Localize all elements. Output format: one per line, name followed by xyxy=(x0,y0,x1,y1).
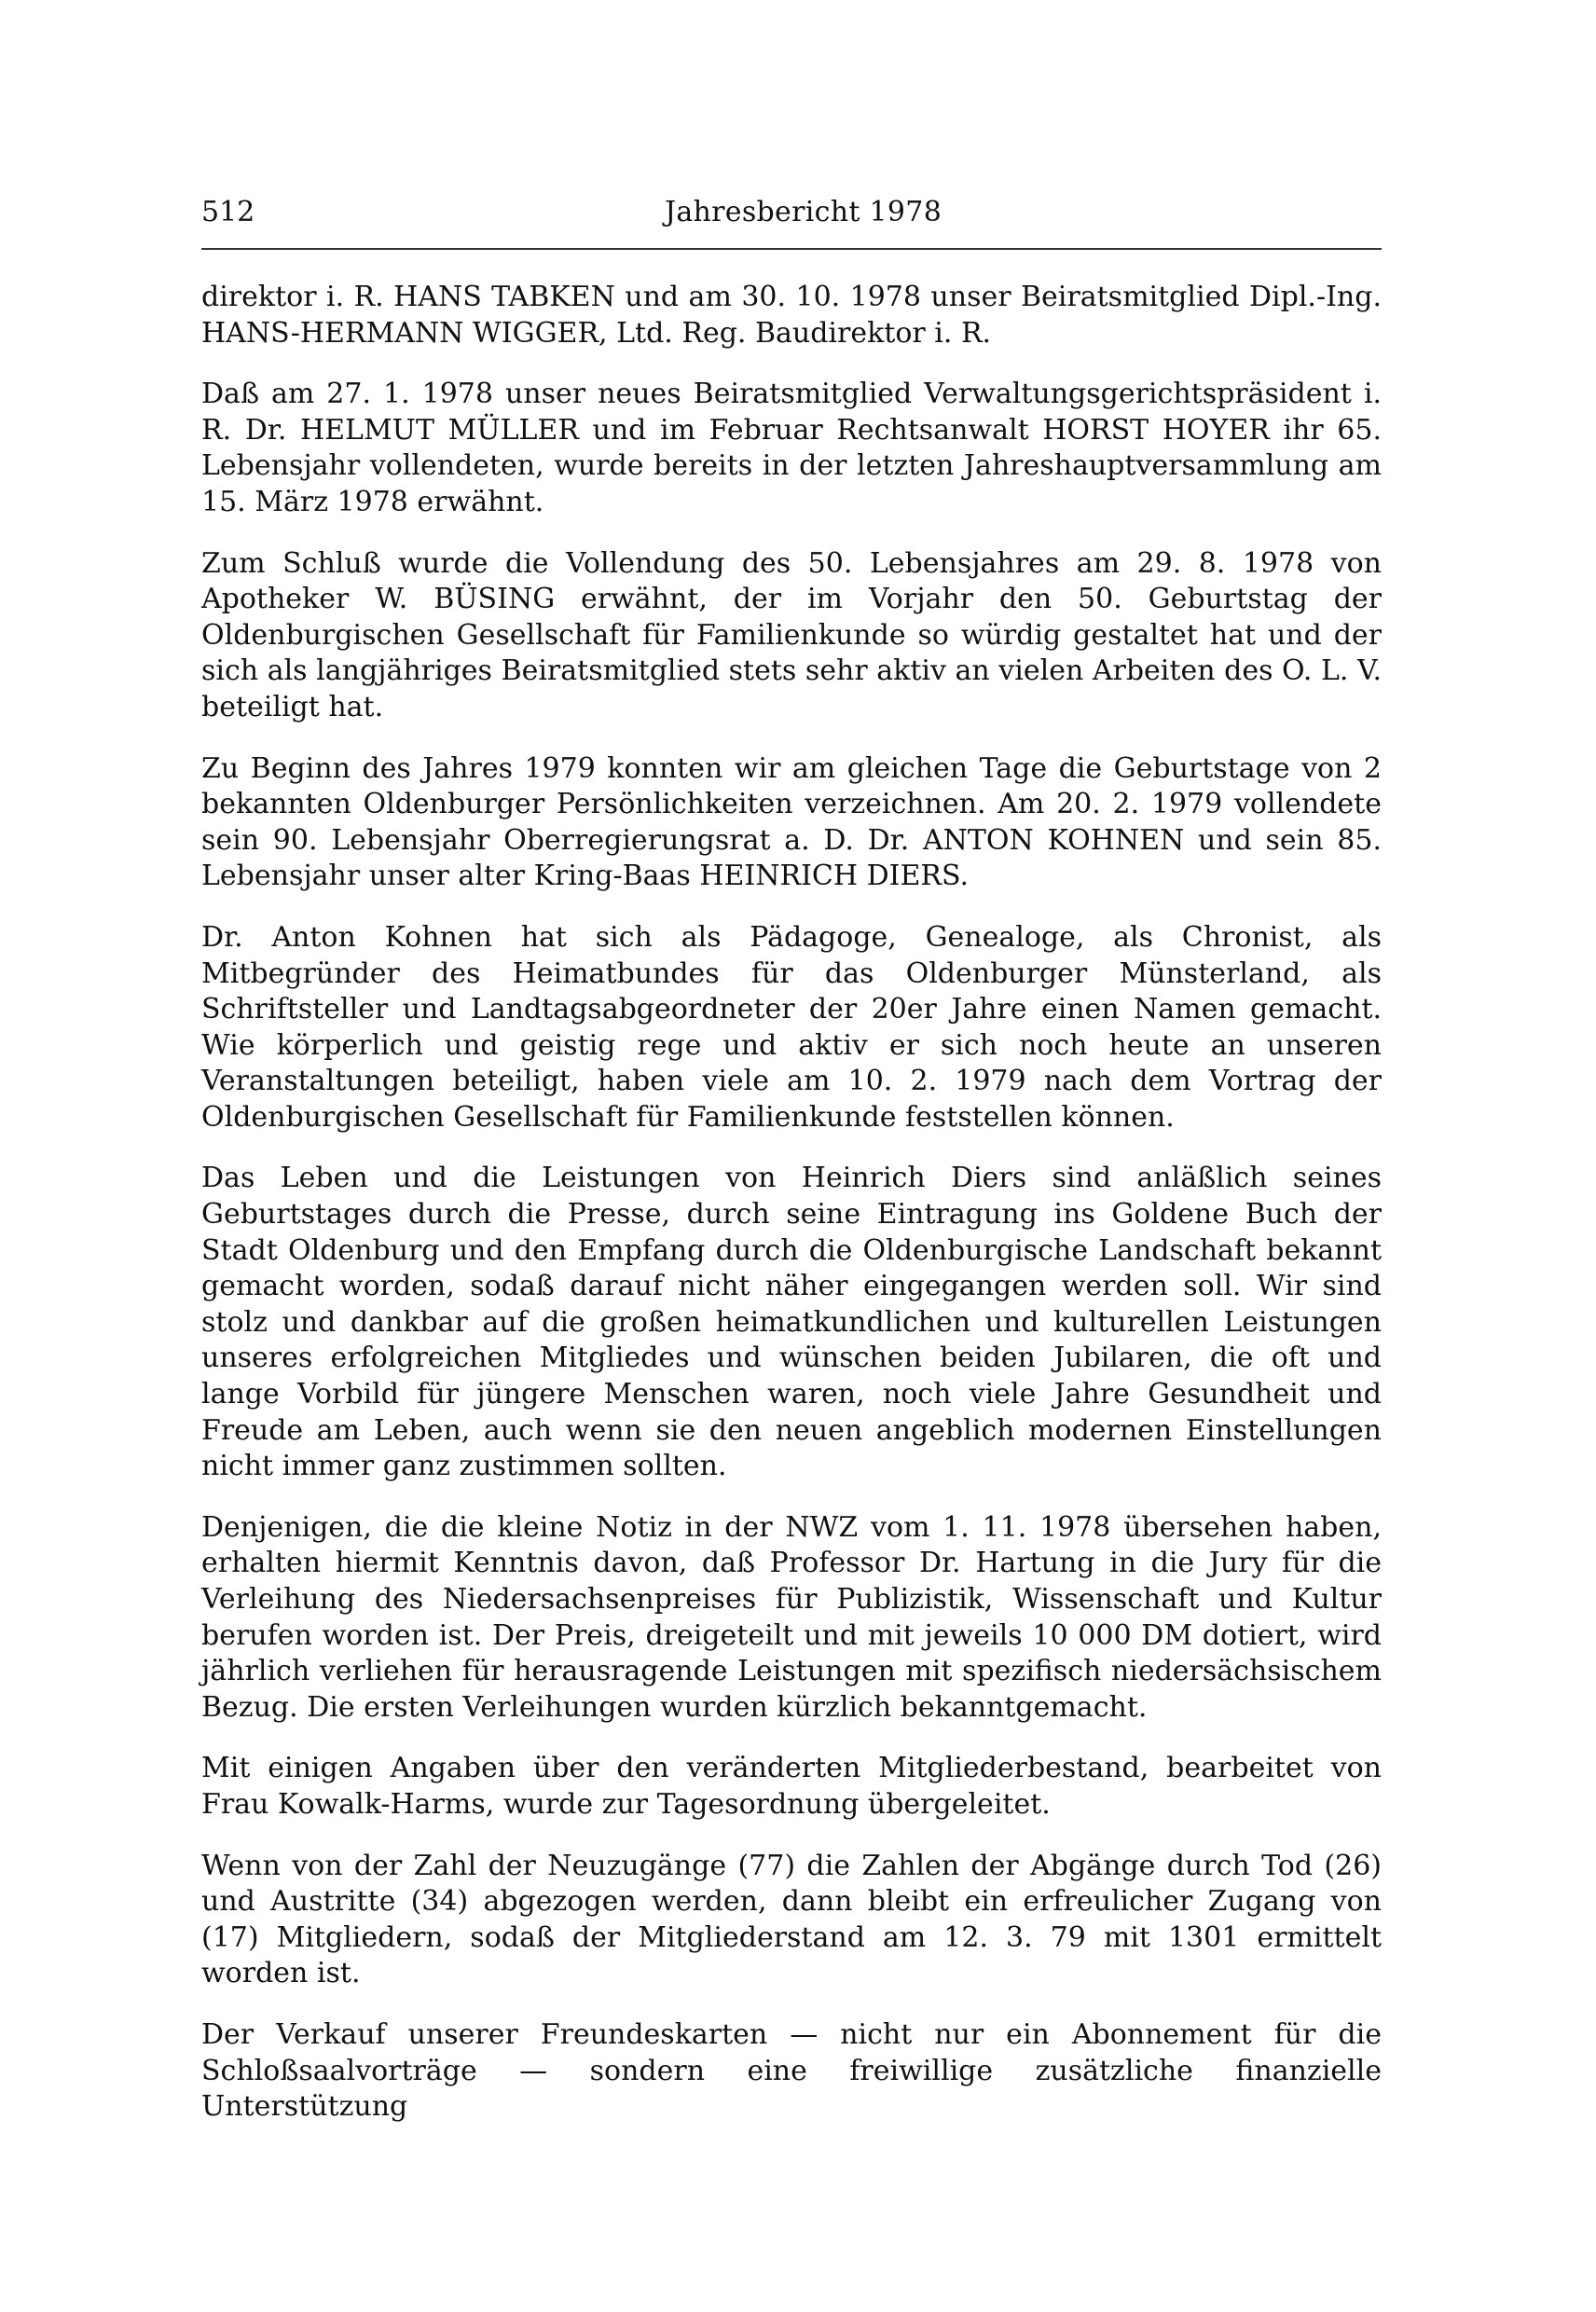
paragraph: Zu Beginn des Jahres 1979 konnten wir am gleichen Tage die Geburtstage von 2 bekannten Oldenburger Persönlichkeiten verzeichnen. Am 20. 2. 1979 vollendete sein 90. Lebensjahr Oberregierungsrat a. D. Dr. ANTON KOHNEN und sein 85. Lebensjahr unser alter Kring-Baas HEINRICH DIERS. xyxy=(201,751,1382,893)
paragraph: Wenn von der Zahl der Neuzugänge (77) die Zahlen der Abgänge durch Tod (26) und Austritte (34) abgezogen werden, dann bleibt ein erfreulicher Zugang von (17) Mitgliedern, sodaß der Mitgliederstand am 12. 3. 79 mit 1301 ermittelt worden ist. xyxy=(201,1849,1382,1990)
paragraph: Dr. Anton Kohnen hat sich als Pädagoge, Genealoge, als Chronist, als Mitbegründer des Heimatbundes für das Oldenburger Münsterland, als Schriftsteller und Landtagsabgeordneter der 20er Jahre einen Namen gemacht. Wie körperlich und geistig rege und aktiv er sich noch heute an unseren Veranstaltungen beteiligt, haben viele am 10. 2. 1979 nach dem Vortrag der Oldenburgischen Gesellschaft für Familienkunde feststellen können. xyxy=(201,920,1382,1134)
page-header xyxy=(201,186,1382,242)
paragraph: Mit einigen Angaben über den veränderten Mitgliederbestand, bearbeitet von Frau Kowalk-Harms, wurde zur Tagesordnung übergeleitet. xyxy=(201,1752,1382,1821)
paragraph: Denjenigen, die die kleine Notiz in der NWZ vom 1. 11. 1978 übersehen haben, erhalten hiermit Kenntnis davon, daß Professor Dr. Hartung in die Jury für die Verleihung des Niedersachsenpreises für Publizistik, Wissenschaft und Kultur berufen worden ist. Der Preis, dreigeteilt und mit jeweils 10 000 DM dotiert, wird jährlich verliehen für herausragende Leistungen mit spezifisch niedersächsischem Bezug. Die ersten Verleihungen wurden kürzlich bekanntgemacht. xyxy=(201,1510,1382,1724)
paragraph: Das Leben und die Leistungen von Heinrich Diers sind anläßlich seines Geburtstages durch die Presse, durch seine Eintragung ins Goldene Buch der Stadt Oldenburg und den Empfang durch die Oldenburgische Landschaft bekannt gemacht worden, sodaß darauf nicht näher eingegangen werden soll. Wir sind stolz und dankbar auf die großen heimatkundlichen und kulturellen Leistungen unseres erfolgreichen Mitgliedes und wünschen beiden Jubilaren, die oft und lange Vorbild für jüngere Menschen waren, noch viele Jahre Gesundheit und Freude am Leben, auch wenn sie den neuen angeblich modernen Einstellungen nicht immer ganz zustimmen sollten. xyxy=(201,1162,1382,1483)
paragraph: Der Verkauf unserer Freundeskarten — nicht nur ein Abonnement für die Schloßsaalvorträge — sondern eine freiwillige zusätzliche finanzielle Unterstützung xyxy=(201,2017,1382,2124)
paragraph: Daß am 27. 1. 1978 unser neues Beiratsmitglied Verwaltungsgerichtspräsident i. R. Dr. HELMUT MÜLLER und im Februar Rechtsanwalt HORST HOYER ihr 65. Lebensjahr vollendeten, wurde bereits in der letzten Jahreshauptversammlung am 15. März 1978 erwähnt. xyxy=(201,378,1382,518)
body-text xyxy=(201,280,1382,2126)
header-rule xyxy=(201,248,1382,250)
running-title: Jahresbericht 1978 xyxy=(665,196,942,228)
page-number: 512 xyxy=(201,196,255,228)
paragraph: Zum Schluß wurde die Vollendung des 50. Lebensjahres am 29. 8. 1978 von Apotheker W. BÜSING erwähnt, der im Vorjahr den 50. Geburtstag der Oldenburgischen Gesellschaft für Familienkunde so würdig gestaltet hat und der sich als langjähriges Beiratsmitglied stets sehr aktiv an vielen Arbeiten des O. L. V. beteiligt hat. xyxy=(201,546,1382,723)
paragraph: direktor i. R. HANS TABKEN und am 30. 10. 1978 unser Beiratsmitglied Dipl.-Ing. HANS-HERMANN WIGGER, Ltd. Reg. Baudirektor i. R. xyxy=(201,281,1382,350)
